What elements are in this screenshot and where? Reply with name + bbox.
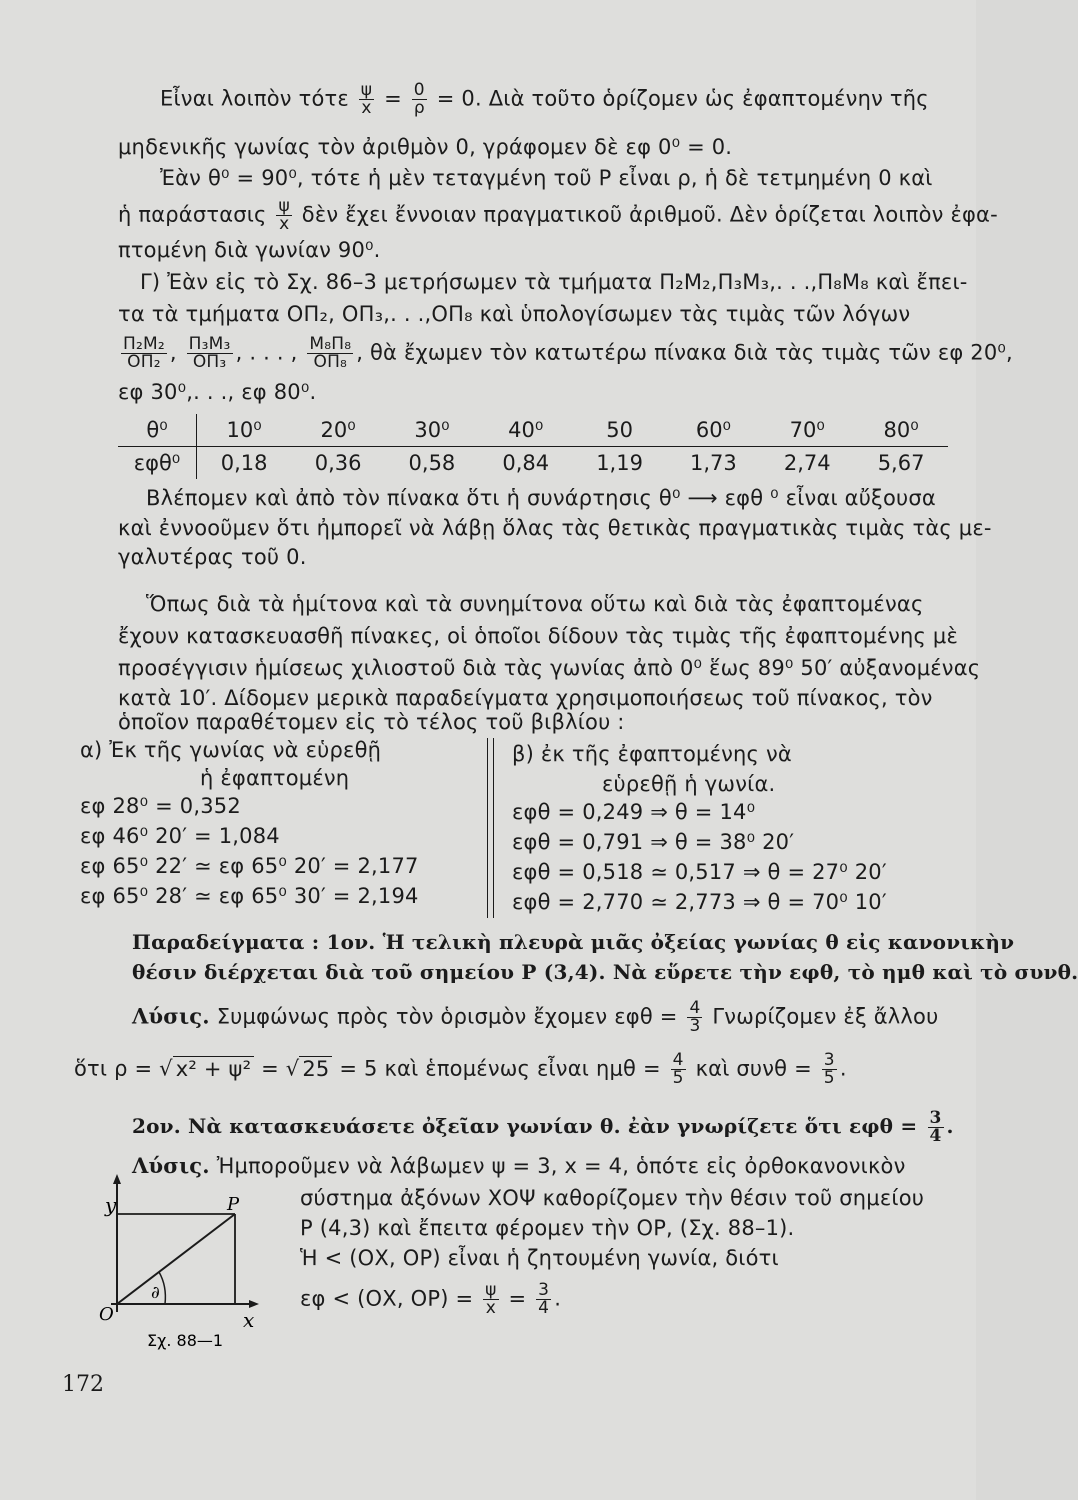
text-line [300, 1282, 561, 1317]
text-line: κατὰ 10′. Δίδομεν μερικὰ παραδείγματα χρησιμοποιήσεως τοῦ πίνακος, τὸν [118, 686, 933, 710]
coordinate-figure [95, 1170, 295, 1360]
text-line: καὶ ἐννοοῦμεν ὅτι ἠμπορεῖ νὰ λάβῃ ὅλας τὰς θετικὰς πραγματικὰς τιμὰς τὰς με- [118, 516, 992, 540]
text-line [132, 1000, 938, 1035]
table-cell: 70⁰ [760, 414, 854, 447]
x-axis-arrow [249, 1300, 259, 1308]
numerator: 3 [823, 1050, 835, 1070]
table-cell: 30⁰ [385, 414, 479, 447]
numerator: 4 [672, 1050, 684, 1070]
table-cell: 0,58 [408, 451, 456, 475]
page-number: 172 [62, 1372, 104, 1397]
text-line: Βλέπομεν καὶ ἀπὸ τὸν πίνακα ὅτι ἡ συνάρτησις θ⁰ ⟶ εφθ ⁰ εἶναι αὔξουσα [146, 486, 936, 510]
text-line: Ἐὰν θ⁰ = 90⁰, τότε ἡ μὲν τεταγμένη τοῦ Ρ εἶναι ρ, ἡ δὲ τετμημένη 0 καὶ [160, 166, 933, 190]
table-cell: 2,74 [783, 451, 831, 475]
denominator: x [279, 214, 290, 234]
text-line: τα τὰ τμήματα ΟΠ₂, ΟΠ₃,. . .,ΟΠ₈ καὶ ὑπολογίσωμεν τὰς τιμὰς τῶν λόγων [118, 302, 911, 326]
denominator: x [361, 98, 372, 118]
table-cell: 10⁰ [197, 414, 292, 447]
text: = 5 καὶ ἑπομένως εἶναι ημθ = [339, 1056, 661, 1081]
text-line: Ὅπως διὰ τὰ ἡμίτονα καὶ τὰ συνημίτονα οὕτω καὶ διὰ τὰς ἐφαπτομένας [146, 592, 924, 616]
numerator: ψ [360, 80, 373, 100]
solution-label: Λύσις. [132, 1153, 210, 1178]
left-col-row: εφ 65⁰ 28′ ≃ εφ 65⁰ 30′ = 2,194 [80, 884, 419, 908]
text: Συμφώνως πρὸς τὸν ὁρισμὸν ἔχομεν εφθ = [216, 1004, 678, 1029]
numerator: Μ₈Π₈ [309, 334, 352, 354]
column-divider [487, 738, 488, 918]
text: . [946, 1114, 954, 1138]
fraction [928, 1110, 944, 1145]
right-col-row: εφθ = 0,249 ⇒ θ = 14⁰ [512, 800, 756, 824]
denominator: ΟΠ₃ [192, 352, 227, 372]
text: = [384, 86, 402, 111]
text-line: Γ) Ἐὰν εἰς τὸ Σχ. 86–3 μετρήσωμεν τὰ τμήματα Π₂Μ₂,Π₃Μ₃,. . .,Π₈Μ₈ καὶ ἔπει- [140, 270, 968, 294]
table-cell: 0,84 [502, 451, 550, 475]
table-row [118, 447, 948, 480]
table-cell: 50 [573, 414, 667, 447]
numerator: Π₃Μ₃ [188, 334, 231, 354]
text: καὶ συνθ = [695, 1056, 812, 1081]
text: ὅτι ρ = √ [74, 1056, 173, 1081]
y-label: y [105, 1193, 117, 1217]
text: Ἠμποροῦμεν νὰ λάβωμεν ψ = 3, x = 4, ὁπότε εἰς ὀρθοκανονικὸν [216, 1154, 906, 1178]
text-line: Ρ (4,3) καὶ ἔπειτα φέρομεν τὴν ΟΡ, (Σχ. 88–1). [300, 1216, 795, 1240]
fraction [671, 1052, 686, 1087]
fraction [483, 1282, 498, 1317]
denominator: 4 [929, 1126, 942, 1146]
table-cell: θ⁰ [118, 414, 197, 447]
denominator: 5 [672, 1068, 684, 1088]
table-cell: 40⁰ [479, 414, 573, 447]
text-line [160, 82, 929, 117]
table-cell: 0,36 [314, 451, 362, 475]
table-cell: 0,18 [220, 451, 268, 475]
table-cell: 60⁰ [666, 414, 760, 447]
numerator: ψ [485, 1280, 497, 1300]
y-axis-arrow [113, 1174, 121, 1184]
op-segment [117, 1214, 235, 1304]
text: = √ [261, 1056, 300, 1081]
tangent-table [118, 414, 948, 479]
text: . [554, 1286, 562, 1311]
text-line: γαλυτέρας τοῦ 0. [118, 545, 307, 569]
fraction [536, 1282, 551, 1317]
example-heading: Παραδείγματα : 1ον. Ἡ τελικὴ πλευρὰ μιᾶς ὀξείας γωνίας θ εἰς κανονικὴν [132, 930, 1015, 954]
fraction [187, 336, 233, 371]
example-heading: θέσιν διέρχεται διὰ τοῦ σημείου Ρ (3,4). Νὰ εὕρετε τὴν εφθ, τὸ ημθ καὶ τὸ συνθ. [132, 960, 1078, 984]
text-line [118, 198, 998, 233]
left-col-row: εφ 65⁰ 22′ ≃ εφ 65⁰ 20′ = 2,177 [80, 854, 419, 878]
denominator: ΟΠ₈ [313, 352, 348, 372]
denominator: 5 [823, 1068, 835, 1088]
table-cell: 1,73 [690, 451, 737, 475]
left-col-row: εφ 28⁰ = 0,352 [80, 794, 241, 818]
text-line: προσέγγισιν ἡμίσεως χιλιοστοῦ διὰ τὰς γωνίας ἀπὸ 0⁰ ἕως 89⁰ 50′ αὐξανομένας [118, 656, 981, 680]
numerator: Π₂Μ₂ [123, 334, 165, 354]
text: = [508, 1286, 527, 1311]
text-line: εφ 30⁰,. . ., εφ 80⁰. [118, 380, 317, 404]
text: , [169, 340, 177, 365]
table-cell: 20⁰ [291, 414, 385, 447]
text: Εἶναι λοιπὸν τότε [160, 86, 349, 111]
origin-label: O [99, 1304, 114, 1325]
denominator: ρ [413, 98, 425, 118]
right-col-row: εφθ = 2,770 ≃ 2,773 ⇒ θ = 70⁰ 10′ [512, 890, 887, 914]
x-label: x [243, 1308, 255, 1332]
text-line [118, 336, 1013, 371]
text-line: σύστημα ἀξόνων ΧΟΨ καθορίζομεν τὴν θέσιν τοῦ σημείου [300, 1186, 925, 1210]
denominator: x [485, 1298, 497, 1318]
fraction [121, 336, 167, 371]
example-heading [132, 1110, 954, 1145]
text: 2ον. Νὰ κατασκευάσετε ὀξεῖαν γωνίαν θ. ἐὰν γνωρίζετε ὅτι εφθ = [132, 1114, 918, 1138]
denominator: ΟΠ₂ [127, 352, 161, 372]
text: εφ < (ΟΧ, ΟΡ) = [300, 1286, 474, 1311]
text: δὲν ἔχει ἔννοιαν πραγματικοῦ ἀριθμοῦ. Δὲν ὁρίζεται λοιπὸν ἐφα- [301, 202, 998, 227]
left-col-title: α) Ἐκ τῆς γωνίας νὰ εὑρεθῇ [80, 738, 382, 762]
radicand: x² + ψ² [173, 1056, 254, 1081]
numerator: 3 [929, 1108, 942, 1128]
text-line: ἔχουν κατασκευασθῆ πίνακες, οἱ ὁποῖοι δίδουν τὰς τιμὰς τῆς ἐφαπτομένης μὲ [118, 624, 959, 648]
left-col-title: ἡ ἐφαπτομένη [200, 766, 350, 790]
fraction [412, 82, 427, 117]
text-line [74, 1052, 847, 1087]
point-p-label: P [227, 1194, 240, 1215]
figure-caption: Σχ. 88—1 [147, 1331, 224, 1350]
text: ἡ παράστασις [118, 202, 267, 227]
numerator: 4 [689, 998, 701, 1018]
solution-label: Λύσις. [132, 1003, 210, 1029]
text: = 0. Διὰ τοῦτο ὁρίζομεν ὡς ἐφαπτομένην τῆς [436, 86, 929, 111]
fraction [822, 1052, 837, 1087]
right-col-row: εφθ = 0,791 ⇒ θ = 38⁰ 20′ [512, 830, 795, 854]
table-cell: 80⁰ [854, 414, 948, 447]
numerator: 3 [538, 1280, 550, 1300]
right-col-row: εφθ = 0,518 ≃ 0,517 ⇒ θ = 27⁰ 20′ [512, 860, 887, 884]
radicand: 25 [299, 1056, 332, 1081]
fraction [359, 82, 374, 117]
text-line: ὁποῖον παραθέτομεν εἰς τὸ τέλος τοῦ βιβλίου : [118, 710, 625, 734]
angle-arc [159, 1272, 165, 1304]
angle-label: ∂ [151, 1283, 160, 1303]
numerator: 0 [413, 80, 425, 100]
text: Γνωρίζομεν ἐξ ἄλλου [712, 1004, 939, 1029]
fraction [307, 336, 353, 371]
denominator: 3 [689, 1016, 701, 1036]
right-col-title: β) ἐκ τῆς ἐφαπτομένης νὰ [512, 742, 792, 766]
fraction [687, 1000, 702, 1035]
column-divider [493, 738, 494, 918]
table-cell: εφθ⁰ [118, 447, 197, 480]
right-col-title: εὑρεθῇ ἡ γωνία. [602, 772, 776, 796]
text: , . . . , [235, 340, 298, 365]
fraction [276, 198, 291, 233]
text: , θὰ ἔχωμεν τὸν κατωτέρω πίνακα διὰ τὰς τιμὰς τῶν εφ 20⁰, [356, 340, 1013, 365]
text-line: Ἡ < (ΟΧ, ΟΡ) εἶναι ἡ ζητουμένη γωνία, διότι [300, 1246, 779, 1270]
text: . [839, 1056, 847, 1081]
left-col-row: εφ 46⁰ 20′ = 1,084 [80, 824, 280, 848]
text-line: μηδενικῆς γωνίας τὸν ἀριθμὸν 0, γράφομεν δὲ εφ 0⁰ = 0. [118, 135, 733, 159]
numerator: ψ [278, 196, 290, 216]
table-header-row [118, 414, 948, 447]
table-cell: 5,67 [877, 451, 925, 475]
table-cell: 1,19 [596, 451, 643, 475]
denominator: 4 [538, 1298, 550, 1318]
text-line: πτομένη διὰ γωνίαν 90⁰. [118, 238, 381, 262]
